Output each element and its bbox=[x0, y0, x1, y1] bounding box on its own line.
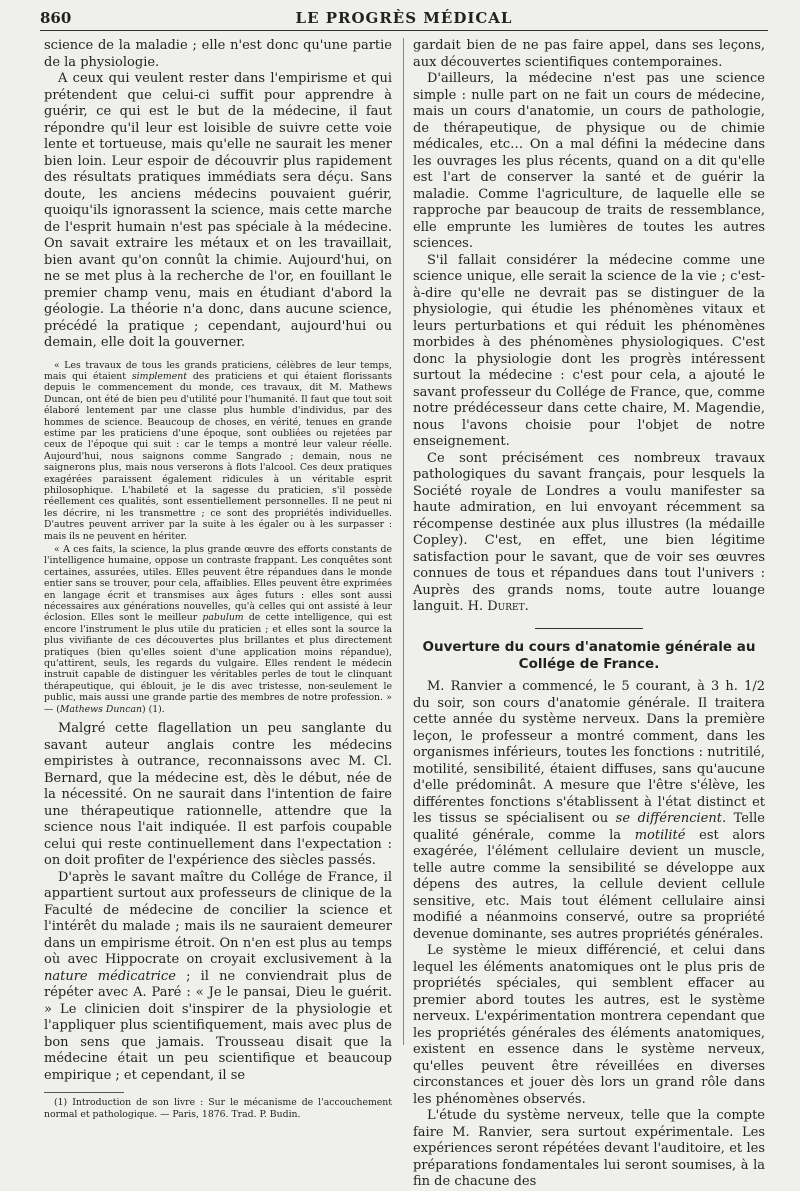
footnote-text: (1) Introduction de son livre : Sur le mécanisme de l'accouchement normal et pathologique. — Paris, 1876. Trad. P. Budin. bbox=[44, 1097, 392, 1120]
page-header bbox=[40, 8, 768, 31]
section-title: Ouverture du cours d'anatomie générale au Collége de France. bbox=[422, 639, 756, 672]
running-head: LE PROGRÈS MÉDICAL bbox=[295, 9, 513, 27]
page-number: 860 bbox=[40, 9, 72, 27]
paragraph: Ce sont précisément ces nombreux travaux pathologiques du savant français, pour lesquels la Société royale de Londres a voulu manifester sa haute admiration, en lui envoyant récemment sa récompense destinée aux plus illustres (la médaille Copley). C'est, en effet, une bien légitime satisfaction pour le savant, que de voir ses œuvres connues de tous et répandues dans tout l'univers : Auprès des grands noms, toute autre louange languit. H. Duret. bbox=[413, 450, 765, 614]
quotation-paragraph: « A ces faits, la science, la plus grande œuvre des efforts constants de l'intelligence humaine, oppose un contraste frappant. Les conquêtes sont certaines, assurées, utiles. Elles peuvent être répandues dans le monde entier sans se trouver, pour cela, affaiblies. Elles peuvent être exprimées en langage écrit et transmises aux âges futurs : elles sont aussi nécessaires aux générations nouvelles, qu'à celles qui ont assisté à leur éclosion. Elles sont le meilleur pabulum de cette intelligence, qui est encore l'instrument le plus utile du praticien ; et elles sont la source la plus vivifiante de ces découvertes plus brillantes et plus directement pratiques (bien qu'elles soient d'une application moins répandue), qu'attirent, seuls, les regards du vulgaire. Elles rendent le médecin instruit capable de distinguer les véritables perles de tout le clinquant thérapeutique, qui éblouit, je le dis avec tristesse, non-seulement le public, mais aussi une grande partie des membres de notre profession. » — (Mathews Duncan) (1). bbox=[44, 544, 392, 715]
author-signature: H. Duret. bbox=[467, 599, 529, 614]
paragraph: science de la maladie ; elle n'est donc qu'une partie de la physiologie. bbox=[44, 38, 392, 70]
quotation-paragraph: « Les travaux de tous les grands praticiens, célèbres de leur temps, mais qui étaient simplement des praticiens et qui étaient florissants depuis le commencement du monde, ces travaux, dit M. Mathews Duncan, ont été de bien peu d'utilité pour l'humanité. Il faut que tout soit élaboré lentement par une classe plus humble d'individus, par des hommes de science. Beaucoup de choses, en vérité, tenues en grande estime par les praticiens d'une époque, sont oubliées ou rejetées par ceux de l'époque qui suit : car le temps a montré leur valeur réelle. Aujourd'hui, nous saignons comme Sangrado ; demain, nous ne saignerons plus, mais nous verserons à flots l'alcool. Ces deux pratiques exagérées paraissent également ridicules à un véritable esprit philosophique. L'habileté et la sagesse du praticien, s'il possède réellement ces qualités, sont essentiellement personnelles. Il ne peut ni les décrire, ni les transmettre ; ce sont des propriétés individuelles. D'autres peuvent arriver par la suite à les égaler ou à les surpasser : mais ils ne peuvent en hériter. bbox=[44, 359, 392, 542]
paragraph: Le système le mieux différencié, et celui dans lequel les éléments anatomiques ont le plus pris de propriétés spéciales, qui semblent effacer au premier abord toutes les autres, est le système nerveux. L'expérimentation montrera cependant que les propriétés générales des éléments anatomiques, existent en essence dans le système nerveux, qu'elles peuvent être réveillées en diverses circonstances et jouer dès lors un grand rôle dans les phénomènes observés. bbox=[413, 943, 765, 1107]
paragraph: Malgré cette flagellation un peu sanglante du savant auteur anglais contre les médecins empiristes à outrance, reconnaissons avec M. Cl. Bernard, que la médecine est, dès le début, née de la nécessité. On ne saurait dans l'intention de faire une thérapeutique rationnelle, attendre que la science nous l'ait indiquée. Il est parfois coupable celui qui reste continuellement dans l'expectation : on doit profiter de l'expérience des siècles passés. bbox=[44, 721, 392, 869]
left-column bbox=[44, 38, 392, 1120]
paragraph: gardait bien de ne pas faire appel, dans ses leçons, aux découvertes scientifiques contemporaines. bbox=[413, 38, 765, 70]
paragraph: S'il fallait considérer la médecine comme une science unique, elle serait la science de la vie ; c'est-à-dire qu'elle ne devrait pas se distinguer de la physiologie, qui étudie les phénomènes vitaux et leurs perturbations et qui réduit les phénomènes morbides à des phénomènes physiologiques. C'est donc la physiologie dont les progrès intéressent surtout la médecine : c'est pour cela, a ajouté le savant professeur du Collége de France, que, comme notre prédécesseur dans cette chaire, M. Magendie, nous l'avons choisie pour l'objet de notre enseignement. bbox=[413, 252, 765, 449]
paragraph: L'étude du système nerveux, telle que la compte faire M. Ranvier, sera surtout expérimentale. Les expériences seront répétées devant l'auditoire, et les préparations fondamentales lui seront soumises, à la fin de chacune des bbox=[413, 1108, 765, 1189]
paragraph: D'après le savant maître du Collége de France, il appartient surtout aux professeurs de clinique de la Faculté de médecine de concilier la science et l'intérêt du malade ; mais ils ne sauraient demeurer dans un empirisme étroit. On n'en est plus au temps où avec Hippocrate on croyait exclusivement à la nature médicatrice ; il ne conviendrait plus de répéter avec A. Paré : « Je le pansai, Dieu le guérit. » Le clinicien doit s'inspirer de la physiologie et l'appliquer plus scientifiquement, mais avec plus de bon sens que jamais. Trousseau disait que la médecine était un peu scientifique et beaucoup empirique ; et cependant, il se bbox=[44, 869, 392, 1083]
paragraph: M. Ranvier a commencé, le 5 courant, à 3 h. 1/2 du soir, son cours d'anatomie générale. Il traitera cette année du système nerveux. Dans la première leçon, le professeur a montré comment, dans les organismes inférieurs, toutes les fonctions : nutritilé, motilité, sensibilité, étaient diffuses, sans qu'aucune d'elle prédominât. A mesure que l'être s'élève, les différentes fonctions s'établissent à l'état distinct et les tissus se spécialisent ou se différencient. Telle qualité générale, comme la motilité est alors exagérée, l'élément cellulaire devient un muscle, telle autre comme la sensibilité se développe aux dépens des autres, la cellule devient cellule sensitive, etc. Mais tout élément cellulaire ainsi modifié a néanmoins conservé, outre sa propriété devenue dominante, ses autres propriétés générales. bbox=[413, 679, 765, 942]
paragraph: D'ailleurs, la médecine n'est pas une science simple : nulle part on ne fait un cours de médecine, mais un cours d'anatomie, un cours de pathologie, de thérapeutique, de physique ou de chimie médicales, etc… On a mal défini la médecine dans les ouvrages les plus récents, quand on a dit qu'elle est l'art de conserver la santé et de guérir la maladie. Comme l'agriculture, de laquelle elle se rapproche par beaucoup de traits de ressemblance, elle emprunte les lumières de toutes les autres sciences. bbox=[413, 71, 765, 251]
section-divider bbox=[535, 628, 643, 630]
quotation-notes bbox=[44, 360, 392, 716]
right-column bbox=[413, 38, 765, 1189]
column-divider bbox=[403, 38, 404, 1045]
footnote-rule bbox=[44, 1092, 124, 1093]
paragraph: A ceux qui veulent rester dans l'empirisme et qui prétendent que celui-ci suffit pour apprendre à guérir, ce qui est le but de la médecine, il faut répondre qu'il leur est loisible de suivre cette voie lente et tortueuse, mais qu'elle ne saurait les mener bien loin. Leur espoir de découvrir plus rapidement des résultats pratiques immédiats sera déçu. Sans doute, les anciens médecins pouvaient guérir, quoiqu'ils ignorassent la science, mais cette marche de l'esprit humain n'est pas spéciale à la médecine. On savait extraire les métaux et on les travaillait, bien avant qu'on connût la chimie. Aujourd'hui, on ne se met plus à la recherche de l'or, en fouillant le premier champ venu, mais en étudiant d'abord la géologie. La théorie n'a donc, dans aucune science, précédé la pratique ; cependant, aujourd'hui ou demain, elle doit la gouverner. bbox=[44, 71, 392, 350]
footnote bbox=[44, 1097, 392, 1120]
